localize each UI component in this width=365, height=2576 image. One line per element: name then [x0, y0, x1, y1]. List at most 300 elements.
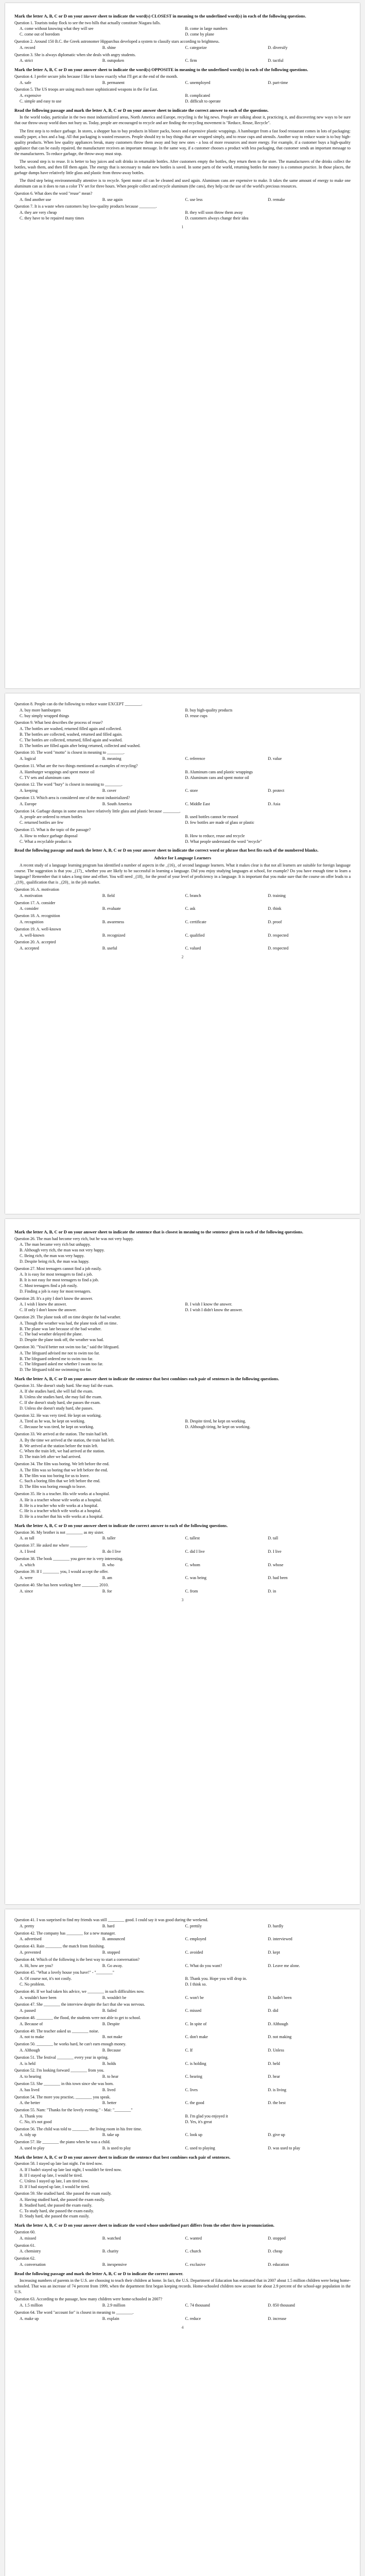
option-c[interactable]: C. employed	[185, 1937, 206, 1942]
question-block	[14, 53, 351, 64]
option-c[interactable]: C. No, it's not good	[20, 2119, 52, 2124]
question-text: Question 11. What are the two things mentioned as examples of recycling?	[14, 763, 138, 768]
option-d[interactable]: D. stopped	[268, 2235, 286, 2241]
option-c[interactable]: C. The bad weather delayed the plane.	[20, 1332, 83, 1337]
option-a[interactable]: A. is held	[20, 2061, 36, 2066]
option-b[interactable]: B. complicated	[185, 93, 210, 98]
option-c[interactable]: C. store	[185, 788, 198, 793]
option-b[interactable]: B. Despite	[102, 2021, 120, 2026]
option-a[interactable]: A. accepted	[20, 946, 39, 951]
option-c[interactable]: C. Middle East	[185, 801, 210, 806]
option-a[interactable]: A. tidy up	[20, 2132, 37, 2138]
option-b[interactable]: B. inexpensive	[102, 2262, 127, 2267]
option-d[interactable]: D. He is a teacher that his wife works at a hospital.	[20, 1514, 103, 1519]
option-c[interactable]: C. wanted	[185, 2235, 202, 2241]
question-block	[14, 764, 351, 781]
option-c[interactable]: C. When the train left, we had arrived at the station.	[20, 1449, 105, 1454]
option-a[interactable]: A. expensive	[20, 93, 41, 98]
question-block	[14, 2310, 351, 2322]
option-a[interactable]: A. not to make	[20, 2035, 44, 2040]
option-c[interactable]: C. whom	[185, 1562, 200, 1567]
option-b[interactable]: B. Unless she studies hard, she may fail the exam.	[20, 1395, 102, 1400]
options	[20, 1976, 351, 1988]
option-b[interactable]: B. awareness	[102, 920, 124, 925]
option-a[interactable]: A. prevented	[20, 1950, 41, 1955]
option-d[interactable]: D. 850 thousand	[268, 2303, 295, 2308]
option-d[interactable]: D. The lifeguard told me swimming too far.	[20, 1367, 92, 1372]
option-c[interactable]: C. buy simply wrapped things	[20, 713, 69, 718]
option-c[interactable]: C. Most teenagers find a job easily.	[20, 1283, 78, 1288]
option-d[interactable]: D. I live	[268, 1549, 282, 1554]
option-c[interactable]: C. look up	[185, 2132, 203, 2138]
section-instruction: Read the following passage and mark the letter A, B, C or D on your answer sheet to indicate the correct answer to each of the questions.	[14, 107, 269, 113]
option-d[interactable]: D. think	[268, 906, 282, 911]
option-d[interactable]: D. Asia	[268, 801, 281, 806]
option-b[interactable]: B. to hear	[102, 2074, 119, 2079]
option-b[interactable]: B. use again	[102, 197, 123, 202]
question-block	[14, 204, 351, 221]
option-a[interactable]: A. safe	[20, 80, 31, 85]
option-c[interactable]: C. the good	[185, 2100, 204, 2106]
question-block	[14, 1583, 351, 1595]
option-a[interactable]: A. The bottles are washed, returned filled again and collected.	[20, 726, 122, 732]
option-b[interactable]: B. who	[102, 1562, 114, 1567]
option-a[interactable]: A. He is a teacher whose wife works at a hospital.	[20, 1497, 102, 1502]
option-c[interactable]: C. prettily	[185, 1923, 202, 1928]
option-b[interactable]: B. I wish I know the answer.	[185, 1302, 233, 1307]
option-d[interactable]: D. Although tiring, he kept on working.	[185, 1425, 251, 1430]
option-d[interactable]: D. The bottles are filled again after being returned, collected and washed.	[20, 743, 141, 748]
options	[20, 708, 351, 719]
option-a[interactable]: A. If I hadn't stayed up late last night, I wouldn't be tired now.	[20, 2167, 122, 2173]
option-a[interactable]: A. Because of	[20, 2021, 43, 2026]
option-a[interactable]: A. strict	[20, 58, 33, 63]
question-text: Question 10. The word "motto" is closest in meaning to ________.	[14, 750, 125, 755]
option-a[interactable]: A. missed	[20, 2235, 36, 2241]
option-d[interactable]: D. education	[268, 2262, 289, 2267]
option-b[interactable]: B. buy high-quality products	[185, 707, 233, 713]
option-b[interactable]: B. How to reduce, reuse and recycle	[185, 833, 245, 838]
option-c[interactable]: C. avoided	[185, 1950, 203, 1955]
option-c[interactable]: C. 74 thousand	[185, 2303, 210, 2308]
option-a[interactable]: A. well-known	[20, 933, 44, 938]
option-d[interactable]: D. If I had stayed up late, I would be tired.	[20, 2184, 90, 2189]
question-text: Question 35. He is a teacher. His wife works at a hospital.	[14, 1491, 110, 1496]
option-a[interactable]: A. motivation	[20, 893, 43, 898]
option-d[interactable]: D. Finding a job is easy for most teenagers.	[20, 1289, 92, 1294]
options	[20, 1242, 351, 1264]
option-d[interactable]: D. was used to play	[268, 2145, 301, 2150]
options	[20, 2008, 351, 2014]
options	[20, 802, 351, 807]
option-d[interactable]: D. diversify	[268, 45, 288, 50]
option-b[interactable]: B. Although very rich, the man was not very happy.	[20, 1248, 105, 1253]
option-b[interactable]: B. useful	[102, 946, 117, 951]
question-block	[14, 1957, 351, 1969]
option-a[interactable]: A. since	[20, 1588, 33, 1594]
option-c[interactable]: C. unemployed	[185, 80, 211, 85]
option-b[interactable]: B. do I live	[102, 1549, 121, 1554]
option-a[interactable]: A. Having studied hard, she passed the exam easily.	[20, 2197, 105, 2202]
option-c[interactable]: C. ask	[185, 906, 196, 911]
option-b[interactable]: B. announced	[102, 1937, 125, 1942]
option-c[interactable]: C. To study hard, she passed the exam easily.	[20, 2208, 94, 2213]
option-b[interactable]: B. outspoken	[102, 58, 124, 63]
option-d[interactable]: D. I wish I didn't know the answer.	[185, 1308, 243, 1313]
option-d[interactable]: D. proof	[268, 920, 282, 925]
option-c[interactable]: C. don't make	[185, 2035, 208, 2040]
option-c[interactable]: C. come out of boredom	[20, 32, 60, 37]
question-block	[14, 1492, 351, 1520]
option-c[interactable]: C. is holding	[185, 2061, 206, 2066]
option-a[interactable]: A. By the time we arrived at the station, the train had left.	[20, 1437, 115, 1443]
option-d[interactable]: D. The train left after we had arrived.	[20, 1454, 81, 1460]
option-b[interactable]: B. used bottles cannot be reused	[185, 815, 238, 820]
option-a[interactable]: A. they are very cheap	[20, 210, 57, 215]
option-b[interactable]: B. they will soon throw them away	[185, 210, 243, 215]
option-a[interactable]: A. the better	[20, 2100, 40, 2106]
options	[20, 2132, 351, 2138]
option-c[interactable]: C. reference	[185, 756, 205, 761]
option-d[interactable]: D. difficult to operate	[185, 99, 221, 104]
option-a[interactable]: A. The man became very rich but unhappy.	[20, 1242, 91, 1247]
question-block	[14, 1345, 351, 1373]
option-a[interactable]: A. keeping	[20, 788, 38, 793]
option-d[interactable]: D. training	[268, 893, 286, 898]
option-c[interactable]: C. TV sets and aluminum cans	[20, 775, 70, 780]
option-b[interactable]: B. The film was too boring for us to leave.	[20, 1473, 90, 1478]
option-a[interactable]: A. The film was so boring that we left before the end.	[20, 1467, 108, 1472]
options	[20, 933, 351, 939]
option-c[interactable]: C. reduce	[185, 2316, 201, 2321]
option-c[interactable]: C. firm	[185, 58, 197, 63]
option-d[interactable]: D. Study hard, she passed the exam easily.	[20, 2214, 90, 2219]
option-d[interactable]: D. is living	[268, 2087, 287, 2092]
option-c[interactable]: C. Such a boring film that we left before the end.	[20, 1479, 100, 1484]
option-d[interactable]: D. value	[268, 756, 282, 761]
option-b[interactable]: B. field	[102, 893, 115, 898]
question-text: Question 61.	[14, 2243, 36, 2248]
option-b[interactable]: B. failed	[102, 2008, 117, 2013]
option-b[interactable]: B. holds	[102, 2061, 116, 2066]
question-text: Question 16. A. motivation	[14, 887, 59, 892]
option-d[interactable]: D. I think so.	[185, 1981, 207, 1987]
option-b[interactable]: B. stopped	[102, 1950, 120, 1955]
question-text: Question 60.	[14, 2229, 36, 2234]
option-b[interactable]: B. explain	[102, 2316, 119, 2321]
option-a[interactable]: A. to hearing	[20, 2074, 41, 2079]
option-c[interactable]: C. In spite of	[185, 2021, 207, 2026]
option-b[interactable]: B. cover	[102, 788, 116, 793]
option-c[interactable]: C. simple and easy to use	[20, 99, 62, 104]
option-b[interactable]: B. meaning	[102, 756, 121, 761]
options	[20, 1302, 351, 1313]
option-d[interactable]: D. the best	[268, 2100, 286, 2106]
option-d[interactable]: D. protect	[268, 788, 285, 793]
option-d[interactable]: D. did	[268, 2008, 279, 2013]
option-b[interactable]: B. take up	[102, 2132, 119, 2138]
option-d[interactable]: D. Despite being rich, the man was happy.	[20, 1259, 90, 1264]
option-b[interactable]: B. If I stayed up late, I would be tired.	[20, 2173, 83, 2178]
option-a[interactable]: A. chemistry	[20, 2249, 41, 2254]
options	[20, 920, 351, 925]
question-text: Question 15. What is the topic of the passage?	[14, 827, 91, 832]
option-a[interactable]: A. If she studies hard, she will fail the exam.	[20, 1389, 94, 1394]
option-d[interactable]: D. increase	[268, 2316, 287, 2321]
option-c[interactable]: C. lives	[185, 2087, 198, 2092]
options	[20, 2035, 351, 2040]
options	[20, 1995, 351, 2001]
option-d[interactable]: D. interviewed	[268, 1937, 292, 1942]
option-c[interactable]: C. categorize	[185, 45, 207, 50]
option-d[interactable]: D. few bottles are made of glass or plastic	[185, 820, 254, 825]
question-block	[14, 2140, 351, 2151]
option-b[interactable]: B. watched	[102, 2235, 121, 2241]
option-c[interactable]: C. If	[185, 2047, 193, 2053]
option-b[interactable]: B. lived	[102, 2087, 116, 2092]
option-a[interactable]: A. The lifeguard advised me not to swim too far.	[20, 1350, 100, 1355]
option-a[interactable]: A. consider	[20, 906, 39, 911]
option-d[interactable]: D. kept	[268, 1950, 280, 1955]
option-a[interactable]: A. I lived	[20, 1549, 36, 1554]
option-b[interactable]: B. Because	[102, 2047, 121, 2053]
options	[20, 1563, 351, 1568]
option-b[interactable]: B. The bottles are collected, washed, returned and filled again.	[20, 732, 123, 737]
option-a[interactable]: A. Of course not, it's not costly.	[20, 1976, 72, 1981]
option-b[interactable]: B. 2.9 million	[102, 2303, 126, 2308]
option-d[interactable]: D. Unless	[268, 2047, 284, 2053]
option-b[interactable]: B. The lifeguard ordered me to swim too far.	[20, 1356, 93, 1361]
option-a[interactable]: A. were	[20, 1575, 33, 1581]
option-b[interactable]: B. South America	[102, 801, 132, 806]
option-a[interactable]: A. Although	[20, 2047, 40, 2053]
option-a[interactable]: A. Europe	[20, 801, 37, 806]
option-a[interactable]: A. Hi, how are you?	[20, 1963, 53, 1968]
option-d[interactable]: D. hadn't been	[268, 1995, 292, 2000]
question-block	[14, 1383, 351, 1412]
option-a[interactable]: A. advertised	[20, 1937, 42, 1942]
options	[20, 906, 351, 912]
option-c[interactable]: C. was being	[185, 1575, 207, 1581]
option-b[interactable]: B. I'm glad you enjoyed it	[185, 2113, 228, 2119]
question-block	[14, 913, 351, 925]
option-d[interactable]: D. give up	[268, 2132, 285, 2138]
option-d[interactable]: D. hear	[268, 2074, 280, 2079]
option-d[interactable]: D. respected	[268, 946, 289, 951]
option-a[interactable]: A. logical	[20, 756, 36, 761]
option-a[interactable]: A. Though the weather was bad, the plane took off on time.	[20, 1320, 118, 1326]
option-a[interactable]: A. people are ordered to return bottles	[20, 815, 82, 820]
option-b[interactable]: B. better	[102, 2100, 117, 2106]
option-c[interactable]: C. tallest	[185, 1536, 200, 1541]
section-instruction: Mark the letter A, B, C or D on your answer sheet to indicate the sentence that is closest in meaning to the sentence given in each of the following questions.	[14, 1229, 304, 1234]
option-d[interactable]: D. not making	[268, 2035, 292, 2040]
option-a[interactable]: A. which	[20, 1562, 35, 1567]
option-b[interactable]: B. Studied hard, she passed the exam easily.	[20, 2202, 93, 2208]
question-text: Question 63. According to the passage, how many children were home-schooled in 2007?	[14, 2297, 163, 2302]
option-b[interactable]: B. am	[102, 1575, 112, 1581]
option-c[interactable]: C. from	[185, 1588, 198, 1594]
option-a[interactable]: A. find another use	[20, 197, 51, 202]
option-b[interactable]: B. Aluminum cans and plastic wrappings	[185, 769, 253, 774]
option-c[interactable]: C. What do you want?	[185, 1963, 222, 1968]
option-a[interactable]: A. come without knowing what they will see	[20, 26, 94, 31]
option-d[interactable]: D. Leave me alone.	[268, 1963, 300, 1968]
options	[20, 2061, 351, 2067]
option-b[interactable]: B. come in large numbers	[185, 26, 228, 31]
option-c[interactable]: C. returned bottles are few	[20, 820, 64, 825]
option-a[interactable]: A. buy more hamburgers	[20, 707, 61, 713]
question-text: Question 2. Around 150 B.C. the Greek astronomer Hipparchus developed a system to classify stars according to brightness.	[14, 39, 220, 44]
option-d[interactable]: D. cheap	[268, 2249, 283, 2254]
option-b[interactable]: B. permanent	[102, 80, 125, 85]
option-c[interactable]: C. use less	[185, 197, 203, 202]
option-c[interactable]: C. branch	[185, 893, 201, 898]
option-c[interactable]: C. hearing	[185, 2074, 202, 2079]
question-block	[14, 795, 351, 807]
option-a[interactable]: A. recognition	[20, 920, 44, 925]
option-a[interactable]: A. has lived	[20, 2087, 40, 2092]
option-c[interactable]: C. What a recyclable product is	[20, 839, 72, 844]
option-b[interactable]: B. for	[102, 1588, 112, 1594]
option-b[interactable]: B. evaluate	[102, 906, 121, 911]
option-c[interactable]: C. The bottles are collected, returned, filled again and washed.	[20, 737, 123, 742]
option-c[interactable]: C. If only I don't know the answer.	[20, 1308, 77, 1313]
question-text: Question 32. He was very tired. He kept on working.	[14, 1413, 102, 1418]
option-d[interactable]: D. tactful	[268, 58, 284, 63]
option-a[interactable]: A. It is easy for most teenagers to find a job.	[20, 1272, 93, 1277]
option-b[interactable]: B. The plane was late because of the bad weather.	[20, 1326, 102, 1331]
question-text: Question 45. "What a lovely house you have!" - "________"	[14, 1970, 114, 1975]
option-c[interactable]: C. did I live	[185, 1549, 205, 1554]
question-block	[14, 2230, 351, 2242]
question-text: Question 26. The man had become very rich, but he was not very happy.	[14, 1236, 134, 1241]
question-text: Question 48. ________ the flood, the students were not able to get to school.	[14, 2015, 141, 2020]
option-c[interactable]: C. exclusive	[185, 2262, 206, 2267]
option-c[interactable]: C. No problem.	[20, 1981, 45, 1987]
option-b[interactable]: B. Go away.	[102, 1963, 123, 1968]
option-d[interactable]: D. Unless she doesn't study hard, she passes.	[20, 1405, 94, 1411]
option-b[interactable]: B. Thank you. Hope you will drop in.	[185, 1976, 247, 1981]
options	[20, 1498, 351, 1520]
question-block	[14, 750, 351, 762]
option-d[interactable]: D. reuse cups	[185, 713, 207, 718]
option-d[interactable]: D. whose	[268, 1562, 284, 1567]
option-b[interactable]: B. shine	[102, 45, 116, 50]
option-d[interactable]: D. in	[268, 1588, 276, 1594]
option-a[interactable]: A. I wish I knew the answer.	[20, 1302, 67, 1307]
option-b[interactable]: B. He is a teacher who wife works at a hospital.	[20, 1503, 98, 1508]
option-d[interactable]: D. tall	[268, 1536, 279, 1541]
option-b[interactable]: B. charity	[102, 2249, 119, 2254]
option-b[interactable]: B. not make	[102, 2035, 123, 2040]
option-d[interactable]: D. remake	[268, 197, 285, 202]
option-a[interactable]: A. record	[20, 45, 36, 50]
question-text: Question 64. The word "account for" is closest in meaning to ________.	[14, 2310, 134, 2315]
options	[20, 1351, 351, 1373]
question-block	[14, 940, 351, 952]
option-c[interactable]: C. Because he was tired, he kept on working.	[20, 1425, 94, 1430]
option-c[interactable]: C. If she doesn't study hard, she passes the exam.	[20, 1400, 101, 1405]
option-c[interactable]: C. won't be	[185, 1995, 204, 2000]
question-block	[14, 2029, 351, 2041]
option-b[interactable]: B. We arrived at the station before the train left.	[20, 1443, 98, 1448]
option-c[interactable]: C. The lifeguard asked me whether I swam too far.	[20, 1362, 103, 1367]
question-block	[14, 2095, 351, 2107]
question-block	[14, 927, 351, 939]
question-text: Question 20. A. accepted	[14, 940, 56, 945]
option-d[interactable]: D. What people understand the word "recycle"	[185, 839, 262, 844]
options	[20, 1272, 351, 1294]
option-c[interactable]: C. church	[185, 2249, 201, 2254]
question-block	[14, 1918, 351, 1929]
option-a[interactable]: A. wouldn't have been	[20, 1995, 57, 2000]
option-c[interactable]: C. qualified	[185, 933, 205, 938]
option-d[interactable]: D. The film was boring enough to leave.	[20, 1484, 86, 1489]
option-d[interactable]: D. held	[268, 2061, 280, 2066]
option-b[interactable]: B. taller	[102, 1536, 116, 1541]
option-a[interactable]: A. Hamburger wrappings and spent motor oil	[20, 769, 95, 774]
option-d[interactable]: D. hardly	[268, 1923, 284, 1928]
option-c[interactable]: C. used to playing	[185, 2145, 215, 2150]
option-d[interactable]: D. respected	[268, 933, 289, 938]
option-a[interactable]: A. make up	[20, 2316, 39, 2321]
option-c[interactable]: C. He is a teacher which wife works at a hospital.	[20, 1509, 101, 1514]
option-a[interactable]: A. pretty	[20, 1923, 34, 1928]
question-block	[14, 2297, 351, 2309]
option-b[interactable]: B. recognized	[102, 933, 126, 938]
question-text: Question 57. He ________ the piano when he was a child.	[14, 2140, 111, 2145]
option-c[interactable]: C. they have to be repaired many times	[20, 216, 84, 221]
passage-paragraph: In the world today, particular in the two most industrialized areas, North America and Europe, recycling is the big news. People are talking about it, practicing it, and discovering new ways to be sure that our throw-away world does not bury us. Today, people are encouraged to recycle and are finding the recycling movement is "Reduce, Reuse, Recycle".	[14, 115, 351, 126]
option-a[interactable]: A. used to play	[20, 2145, 45, 2150]
option-a[interactable]: A. conversation	[20, 2262, 46, 2267]
option-a[interactable]: A. 1.5 million	[20, 2303, 43, 2308]
option-a[interactable]: A. passed	[20, 2008, 36, 2013]
question-block	[14, 191, 351, 203]
option-b[interactable]: B. It is not easy for most teenagers to find a job.	[20, 1278, 99, 1283]
question-block	[14, 39, 351, 51]
option-d[interactable]: D. Aluminum cans and spent motor oil	[185, 775, 249, 780]
section-instruction: Mark the letter A, B, C or D on your answer sheet to indicate the correct answer to each of the following questions.	[14, 1522, 228, 1528]
question-text: Question 40. She has been working here ________ 2010.	[14, 1582, 109, 1587]
option-b[interactable]: B. hard	[102, 1923, 115, 1928]
option-c[interactable]: C. certificate	[185, 920, 206, 925]
option-d[interactable]: D. come by plane	[185, 32, 214, 37]
passage-paragraph: The second step is to reuse. It is better to buy juices and soft drinks in returnable bottles. After customers empty the bottles, they return them to the store. The manufacturers of the drinks collect the bottles, wash them, and then fill them again. The energy that is necessary to make new bottles is saved. In some parts of the world, returning bottles for money is a common practice. In those places, the garbage dumps have relatively little glass and plastic from throw-away bottles.	[14, 159, 351, 175]
option-a[interactable]: A. Thank you	[20, 2113, 43, 2119]
option-b[interactable]: B. Despite tired, he kept on working.	[185, 1419, 246, 1424]
option-d[interactable]: D. had been	[268, 1575, 288, 1581]
option-c[interactable]: C. missed	[185, 2008, 202, 2013]
option-c[interactable]: C. Unless I stayed up late, I am tired now.	[20, 2178, 89, 2183]
option-d[interactable]: D. customers always change their idea	[185, 216, 249, 221]
option-b[interactable]: B. is used to play	[102, 2145, 131, 2150]
option-a[interactable]: A. How to reduce garbage disposal	[20, 833, 78, 838]
option-d[interactable]: D. Although	[268, 2021, 288, 2026]
page-number: 4	[181, 2325, 184, 2330]
options	[20, 756, 351, 762]
option-c[interactable]: C. valued	[185, 946, 201, 951]
option-a[interactable]: A. Tired as he was, he kept on working.	[20, 1419, 85, 1424]
option-b[interactable]: B. wouldn't be	[102, 1995, 127, 2000]
question-text: Question 8. People can do the following to reduce waste EXCEPT ________.	[14, 702, 143, 706]
option-d[interactable]: D. part-time	[268, 80, 288, 85]
option-d[interactable]: D. Yes, it's great	[185, 2119, 212, 2124]
option-d[interactable]: D. Despite the plane took off, the weather was bad.	[20, 1337, 104, 1343]
option-a[interactable]: A. as tall	[20, 1536, 34, 1541]
option-c[interactable]: C. Being rich, the man was very happy.	[20, 1253, 85, 1259]
